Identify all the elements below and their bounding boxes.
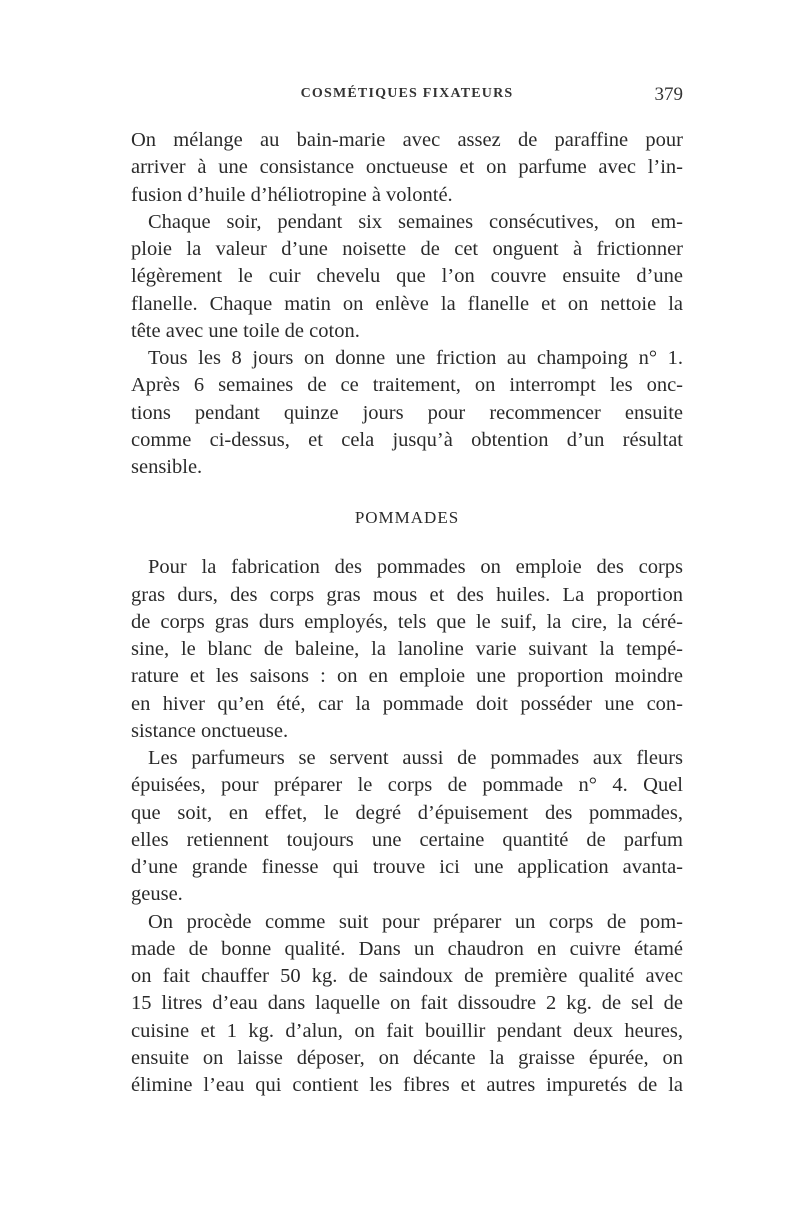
text-line: d’une grande finesse qui trouve ici une application avanta-: [131, 856, 683, 878]
text-line: Les parfumeurs se servent aussi de pommades aux fleurs: [148, 747, 683, 769]
text-line: tête avec une toile de coton.: [131, 319, 360, 342]
text-line: 15 litres d’eau dans laquelle on fait dissoudre 2 kg. de sel de: [131, 992, 683, 1015]
text-line: sistance onctueuse.: [131, 719, 289, 742]
text-line: Après 6 semaines de ce traitement, on interrompt les onc-: [131, 374, 683, 397]
text-line: tions pendant quinze jours pour recommencer ensuite: [131, 401, 683, 424]
text-line: légèrement le cuir chevelu que l’on couvre ensuite d’une: [131, 265, 683, 288]
text-line: en hiver qu’en été, car la pommade doit posséder une con-: [131, 692, 683, 715]
text-line: fusion d’huile d’héliotropine à volonté.: [131, 183, 453, 206]
text-line: rature et les saisons : on en emploie une proportion moindre: [131, 665, 683, 688]
text-line: On procède comme suit pour préparer un corps de pom-: [148, 910, 683, 933]
text-line: Pour la fabrication des pommades on emploie des corps: [148, 556, 683, 579]
text-line: sine, le blanc de baleine, la lanoline varie suivant la tempé-: [131, 638, 683, 660]
running-head: [131, 86, 683, 110]
text-line: Tous les 8 jours on donne une friction au champoing n° 1.: [148, 347, 683, 369]
text-line: ensuite on laisse déposer, on décante la graisse épurée, on: [131, 1046, 683, 1069]
body-text: [131, 127, 683, 1099]
text-line: sensible.: [131, 456, 203, 478]
text-line: made de bonne qualité. Dans un chaudron en cuivre étamé: [131, 937, 683, 960]
text-line: épuisées, pour préparer le corps de pommade n° 4. Quel: [131, 774, 683, 797]
text-line: on fait chauffer 50 kg. de saindoux de première qualité avec: [131, 965, 683, 987]
running-title: COSMÉTIQUES FIXATEURS: [300, 86, 514, 101]
text-line: ploie la valeur d’une noisette de cet onguent à frictionner: [131, 238, 683, 260]
text-line: comme ci-dessus, et cela jusqu’à obtention d’un résultat: [131, 428, 683, 451]
text-line: élimine l’eau qui contient les fibres et autres impuretés de la: [131, 1074, 683, 1096]
text-line: que soit, en effet, le degré d’épuisement des pommades,: [131, 801, 683, 824]
text-line: cuisine et 1 kg. d’alun, on fait bouillir pendant deux heures,: [131, 1019, 683, 1042]
text-line: arriver à une consistance onctueuse et on parfume avec l’in-: [131, 156, 683, 179]
text-line: gras durs, des corps gras mous et des huiles. La proportion: [131, 583, 683, 606]
text-line: geuse.: [131, 883, 183, 906]
page-number: 379: [654, 84, 683, 105]
text-line: Chaque soir, pendant six semaines consécutives, on em-: [148, 210, 683, 233]
section-heading: POMMADES: [354, 508, 460, 528]
text-line: de corps gras durs employés, tels que le suif, la cire, la céré-: [131, 610, 683, 633]
text-line: flanelle. Chaque matin on enlève la flanelle et on nettoie la: [131, 292, 683, 315]
text-line: elles retiennent toujours une certaine quantité de parfum: [131, 828, 683, 851]
text-line: On mélange au bain-marie avec assez de paraffine pour: [131, 129, 683, 151]
